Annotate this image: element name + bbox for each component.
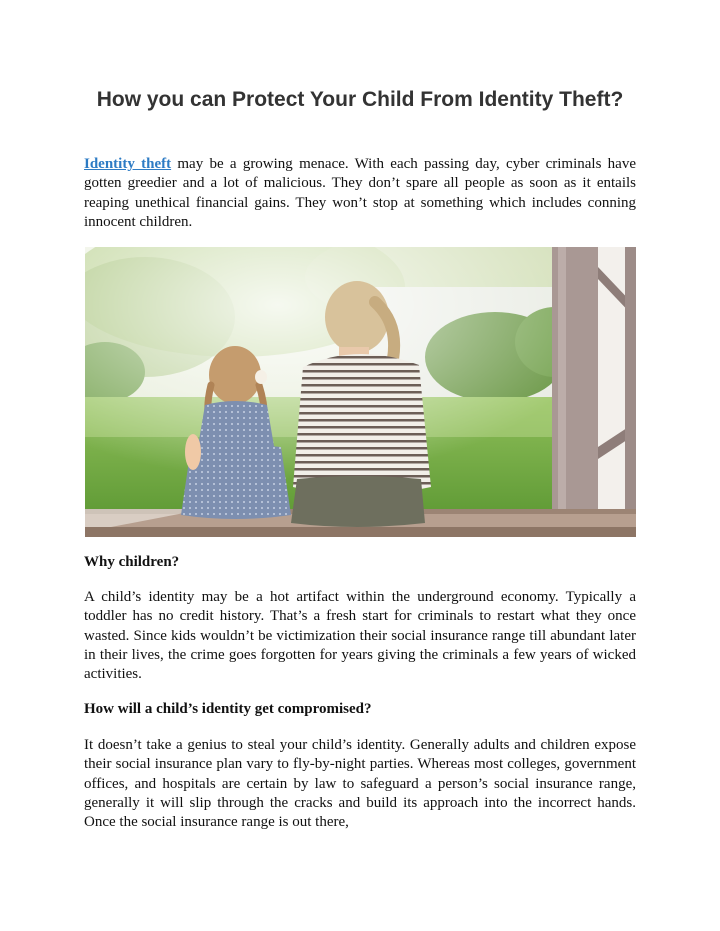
page-title: How you can Protect Your Child From Identity Theft? — [96, 88, 624, 111]
section-heading-why-children: Why children? — [84, 554, 180, 570]
section-body-why-children: A child’s identity may be a hot artifact within the underground economy. Typically a toddler has no credit history. That’s a fresh start for criminals to restart what they once wasted. Since kids wouldn’t be victimization their social insurance range till abundant later in their lives, the crime goes forgotten for years giving the criminals a few years of wicked activities. — [84, 589, 636, 683]
intro-text: may be a growing menace. With each passing day, cyber criminals have gotten greedier and a lot of malicious. They don’t spare all people as soon as it entails reaping unethical financial gains. They won’t stop at something which includes conning innocent children. — [84, 156, 636, 230]
identity-theft-link[interactable]: Identity theft — [84, 156, 172, 172]
mother-child-photo — [85, 247, 636, 537]
intro-paragraph — [84, 155, 636, 232]
section-heading-compromised: How will a child’s identity get compromised? — [84, 701, 372, 717]
section-body-compromised: It doesn’t take a genius to steal your child’s identity. Generally adults and children expose their social insurance plan vary to fly-by-night parties. Whereas most colleges, government offices, and hospitals are certain by law to safeguard a person’s social insurance range, generally it will slip through the cracks and build its approach into the incorrect hands. Once the social insurance range is out there, — [84, 737, 636, 831]
